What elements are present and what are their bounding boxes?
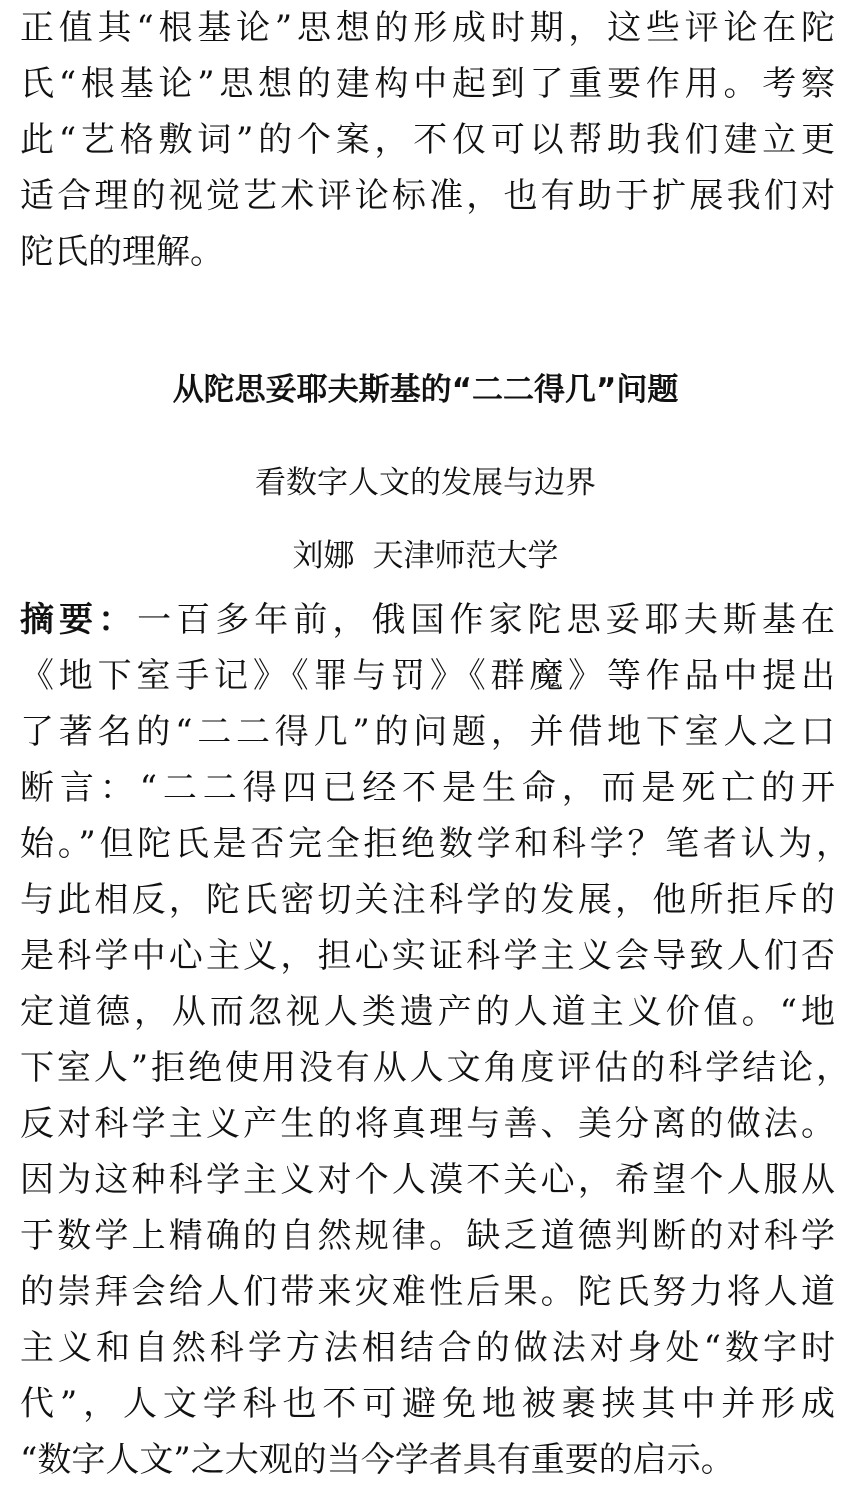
text-line: 氏“根基论”思想的建构中起到了重要作用。考察	[20, 64, 835, 104]
text-line: 断言：“二二得四已经不是生命，而是死亡的开	[20, 768, 835, 808]
text-line: 了著名的“二二得几”的问题，并借地下室人之口	[20, 712, 835, 752]
article-subtitle: 看数字人文的发展与边界	[255, 465, 596, 501]
text-line: 主义和自然科学方法相结合的做法对身处“数字时	[20, 1328, 835, 1368]
text-line: 代”，人文学科也不可避免地被裹挟其中并形成	[20, 1384, 835, 1424]
text-line: “数字人文”之大观的当今学者具有重要的启示。	[20, 1440, 735, 1480]
intro-paragraph	[20, 0, 835, 280]
text-line: 陀氏的理解。	[20, 232, 224, 272]
text-line: 与此相反，陀氏密切关注科学的发展，他所拒斥的	[20, 880, 835, 920]
text-line: 适合理的视觉艺术评论标准，也有助于扩展我们对	[20, 176, 835, 216]
abstract-label: 摘要：	[20, 600, 138, 640]
text-line: 因为这种科学主义对个人漠不关心，希望个人服从	[20, 1160, 835, 1200]
abstract-paragraph	[20, 592, 850, 1488]
author-affiliation: 天津师范大学	[372, 538, 559, 574]
text-line: 此“艺格敷词”的个案，不仅可以帮助我们建立更	[20, 120, 835, 160]
author-name: 刘娜	[292, 538, 355, 574]
abstract-first-line: 一百多年前，俄国作家陀思妥耶夫斯基在	[137, 600, 836, 640]
text-line: 反对科学主义产生的将真理与善、美分离的做法。	[20, 1104, 835, 1144]
text-line	[20, 592, 835, 648]
text-line: 下室人”拒绝使用没有从人文角度评估的科学结论，	[20, 1048, 850, 1088]
text-line: 《地下室手记》《罪与罚》《群魔》等作品中提出	[20, 656, 835, 696]
author-line	[0, 528, 851, 584]
text-line: 正值其“根基论”思想的形成时期，这些评论在陀	[20, 8, 835, 48]
text-line: 于数学上精确的自然规律。缺乏道德判断的对科学	[20, 1216, 835, 1256]
text-line: 始。”但陀氏是否完全拒绝数学和科学？笔者认为，	[20, 824, 850, 864]
text-line: 定道德，从而忽视人类遗产的人道主义价值。“地	[20, 992, 835, 1032]
text-line: 的崇拜会给人们带来灾难性后果。陀氏努力将人道	[20, 1272, 835, 1312]
article-title: 从陀思妥耶夫斯基的“二二得几”问题	[172, 372, 679, 408]
text-line: 是科学中心主义，担心实证科学主义会导致人们否	[20, 936, 835, 976]
